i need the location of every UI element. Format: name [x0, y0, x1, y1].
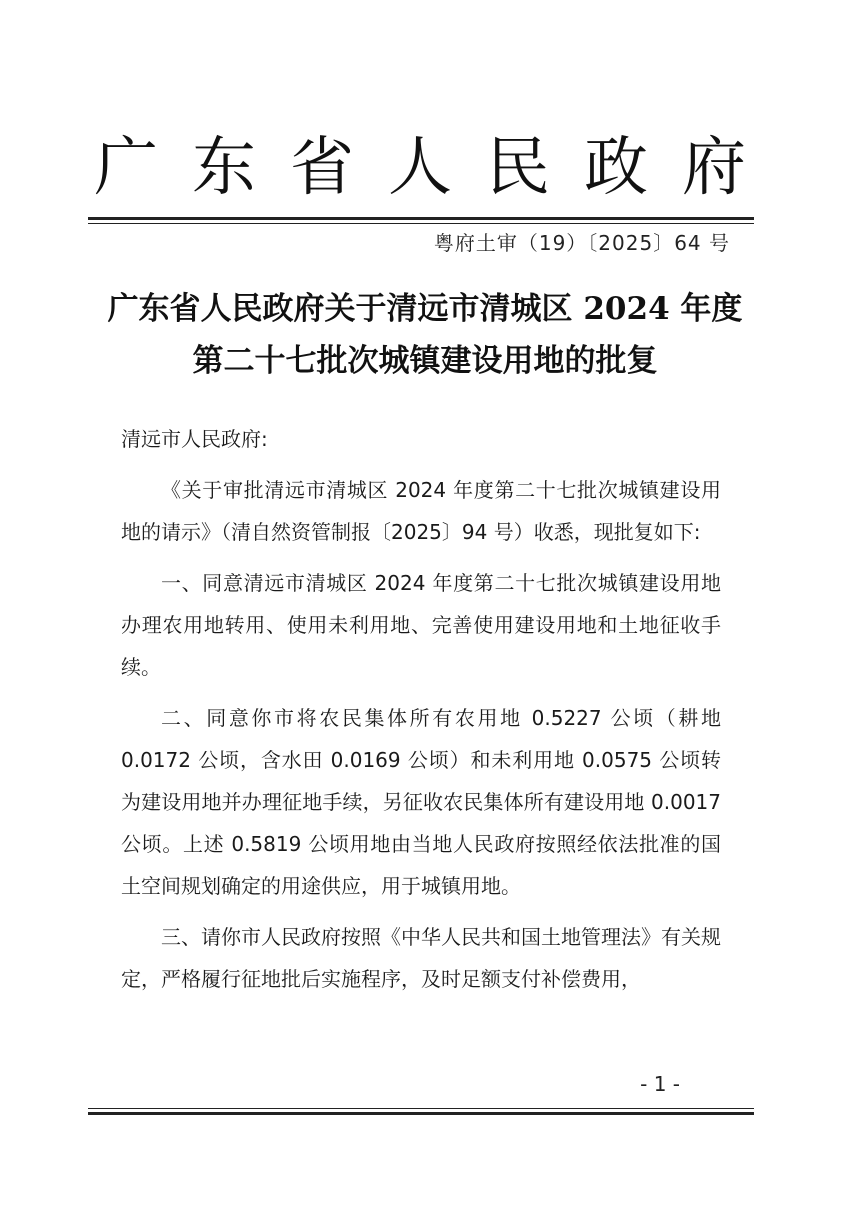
masthead-char: 东	[192, 131, 256, 205]
masthead-char: 广	[94, 131, 158, 205]
title-line-1: 广东省人民政府关于清远市清城区 2024 年度	[107, 291, 743, 327]
masthead-char: 民	[486, 131, 550, 205]
page-number: - 1 -	[640, 1072, 680, 1096]
masthead-char: 政	[584, 131, 648, 205]
salutation: 清远市人民政府:	[121, 427, 268, 451]
header-rule-thick	[88, 217, 754, 220]
document-body	[121, 418, 721, 1009]
body-paragraph: 三、请你市人民政府按照《中华人民共和国土地管理法》有关规定，严格履行征地批后实施程序，及时足额支付补偿费用，	[121, 925, 721, 991]
body-paragraph: 《关于审批清远市清城区 2024 年度第二十七批次城镇建设用地的请示》（清自然资管制报〔2025〕94 号）收悉，现批复如下:	[121, 478, 721, 544]
masthead-char: 府	[682, 131, 746, 205]
document-title	[60, 283, 790, 387]
document-number: 粤府土审（19）〔2025〕64 号	[433, 231, 730, 255]
body-paragraph: 一、同意清远市清城区 2024 年度第二十七批次城镇建设用地办理农用地转用、使用未利用地、完善使用建设用地和土地征收手续。	[121, 571, 721, 679]
footer-rule-thick	[88, 1112, 754, 1115]
masthead-char: 省	[290, 131, 354, 205]
header-rule-thin	[88, 223, 754, 224]
masthead-char: 人	[388, 131, 452, 205]
footer-rule-thin	[88, 1108, 754, 1109]
issuer-masthead	[90, 128, 750, 208]
title-line-2: 第二十七批次城镇建设用地的批复	[192, 343, 658, 379]
body-paragraph: 二、同意你市将农民集体所有农用地 0.5227 公顷（耕地 0.0172 公顷，含水田 0.0169 公顷）和未利用地 0.0575 公顷转为建设用地并办理征地手续，另征收农民集体所有建设用地 0.0017 公顷。上述 0.5819 公顷用地由当地人民政府按照经依法批准的国土空间规划确定的用途供应，用于城镇用地。	[121, 706, 721, 898]
